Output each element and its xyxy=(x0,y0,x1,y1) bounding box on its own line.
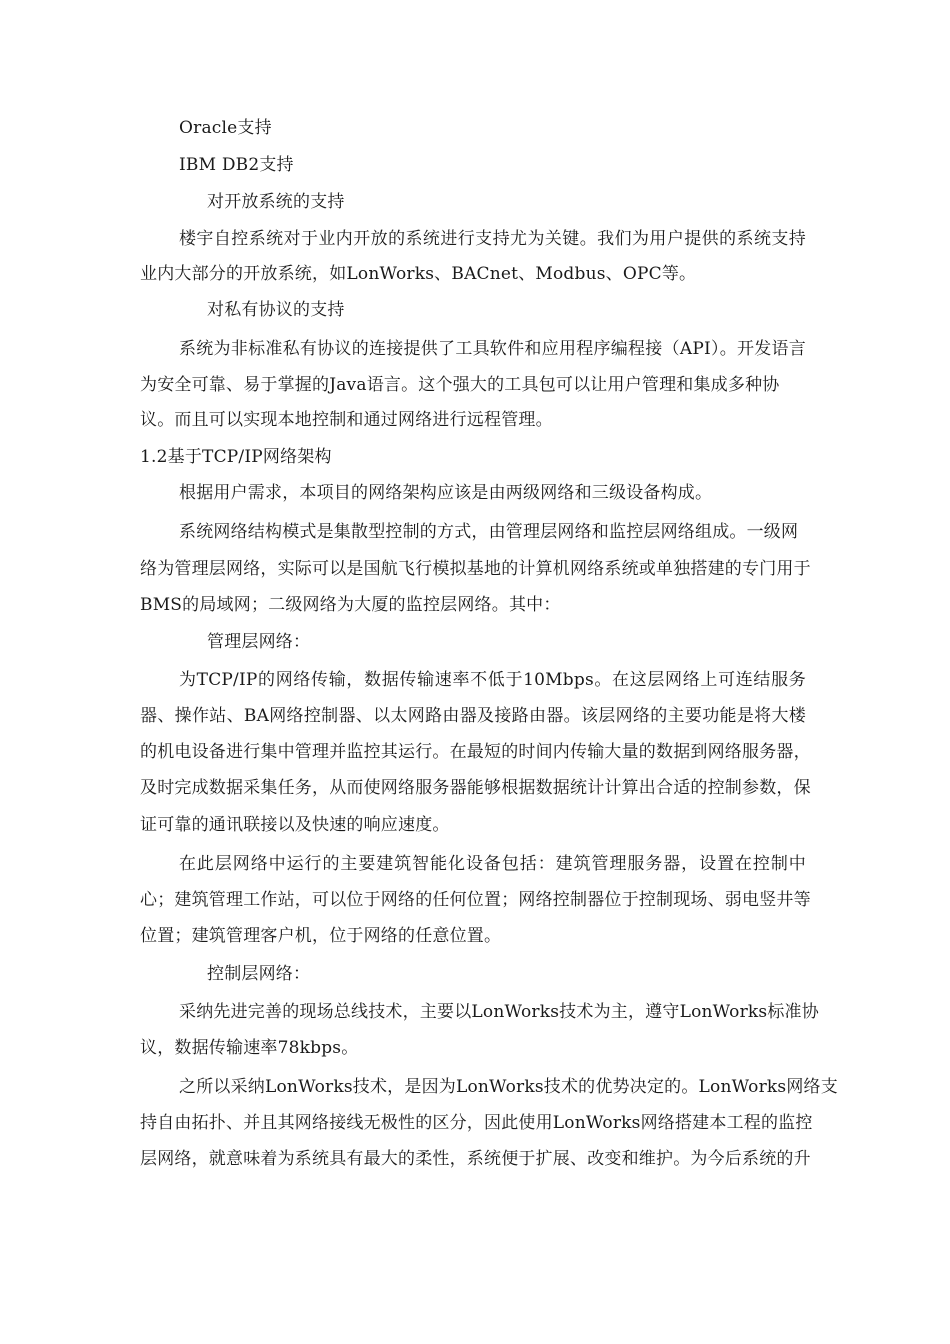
paragraph-line: 及时完成数据采集任务，从而使网络服务器能够根据数据统计计算出合适的控制参数，保 xyxy=(140,778,811,798)
paragraph-line: 业内大部分的开放系统，如LonWorks、BACnet、Modbus、OPC等。 xyxy=(140,264,697,284)
paragraph-line: 的机电设备进行集中管理并监控其运行。在最短的时间内传输大量的数据到网络服务器， xyxy=(140,742,811,762)
subheading-control-network: 控制层网络： xyxy=(207,964,311,984)
paragraph-line: 器、操作站、BA网络控制器、以太网路由器及接路由器。该层网络的主要功能是将大楼 xyxy=(140,706,806,726)
paragraph-line: 持自由拓扑、并且其网络接线无极性的区分，因此使用LonWorks网络搭建本工程的监控 xyxy=(140,1113,813,1133)
subheading-management-network: 管理层网络： xyxy=(207,632,311,652)
subheading-private-protocols: 对私有协议的支持 xyxy=(207,300,345,320)
subheading-open-systems: 对开放系统的支持 xyxy=(207,192,345,212)
text-line-db2: IBM DB2支持 xyxy=(179,155,294,175)
paragraph-line: 心；建筑管理工作站，可以位于网络的任何位置；网络控制器位于控制现场、弱电竖井等 xyxy=(140,890,811,910)
paragraph-line: 为安全可靠、易于掌握的Java语言。这个强大的工具包可以让用户管理和集成多种协 xyxy=(140,375,780,395)
paragraph-line: 在此层网络中运行的主要建筑智能化设备包括：建筑管理服务器，设置在控制中 xyxy=(179,854,806,874)
paragraph-line: 证可靠的通讯联接以及快速的响应速度。 xyxy=(140,815,450,835)
paragraph-line: BMS的局域网；二级网络为大厦的监控层网络。其中： xyxy=(140,595,561,615)
paragraph-line: 采纳先进完善的现场总线技术，主要以LonWorks技术为主，遵守LonWorks标准协 xyxy=(179,1002,819,1022)
paragraph-line: 层网络，就意味着为系统具有最大的柔性，系统便于扩展、改变和维护。为今后系统的升 xyxy=(140,1149,811,1169)
paragraph-line: 之所以采纳LonWorks技术，是因为LonWorks技术的优势决定的。LonWorks网络支 xyxy=(179,1077,838,1097)
paragraph-line: 议，数据传输速率78kbps。 xyxy=(140,1038,359,1058)
paragraph-line: 楼宇自控系统对于业内开放的系统进行支持尤为关键。我们为用户提供的系统支持 xyxy=(179,229,806,249)
paragraph-line: 络为管理层网络，实际可以是国航飞行模拟基地的计算机网络系统或单独搭建的专门用于 xyxy=(140,559,811,579)
section-heading-tcpip: 1.2基于TCP/IP网络架构 xyxy=(140,447,332,467)
text-line-oracle: Oracle支持 xyxy=(179,118,272,138)
paragraph-line: 议。而且可以实现本地控制和通过网络进行远程管理。 xyxy=(140,410,553,430)
paragraph-line: 为TCP/IP的网络传输，数据传输速率不低于10Mbps。在这层网络上可连结服务 xyxy=(179,670,806,690)
paragraph-line: 根据用户需求，本项目的网络架构应该是由两级网络和三级设备构成。 xyxy=(179,483,713,503)
paragraph-line: 系统为非标准私有协议的连接提供了工具软件和应用程序编程接（API）。开发语言 xyxy=(179,339,806,359)
paragraph-line: 系统网络结构模式是集散型控制的方式，由管理层网络和监控层网络组成。一级网 xyxy=(179,522,799,542)
paragraph-line: 位置；建筑管理客户机，位于网络的任意位置。 xyxy=(140,926,502,946)
